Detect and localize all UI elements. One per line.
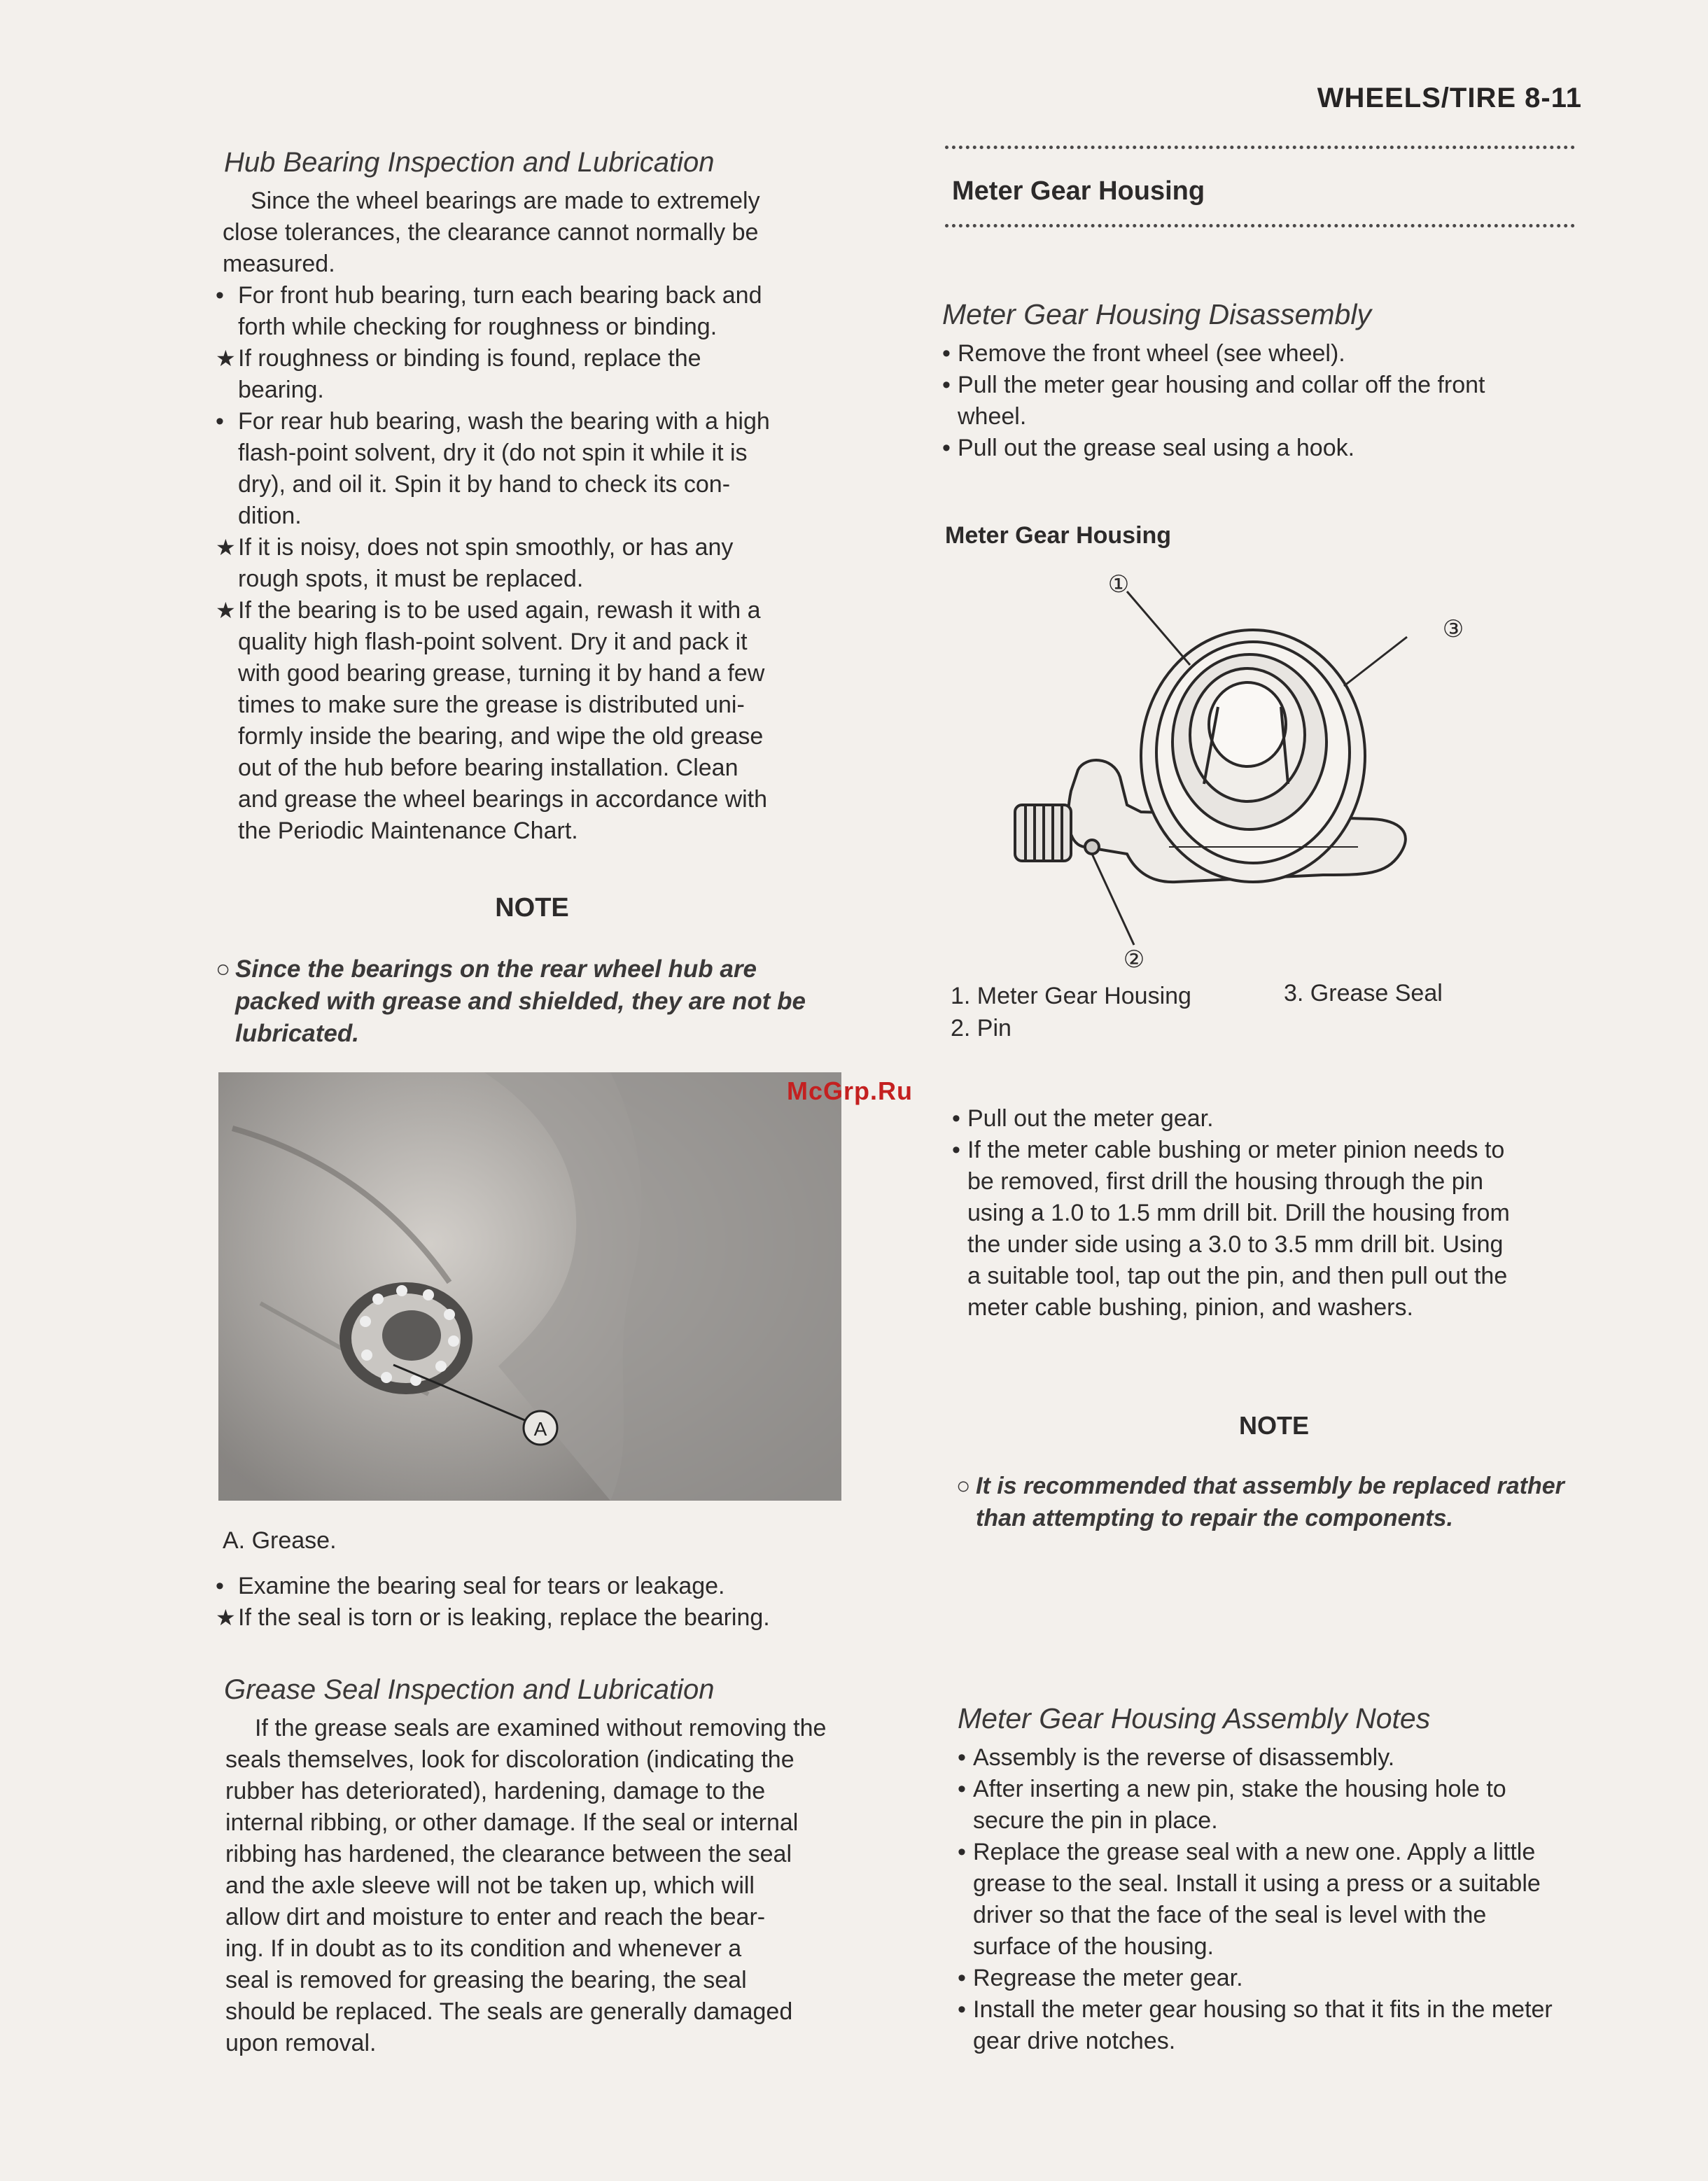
note-block	[216, 953, 860, 1050]
list-item	[958, 1994, 1602, 2057]
disassembly-list	[942, 338, 1593, 464]
list-item	[942, 338, 1593, 370]
list-line: If the seal is torn or is leaking, replace the bearing.	[238, 1604, 770, 1631]
list-item	[210, 406, 854, 532]
grease-paragraph	[225, 1713, 868, 2059]
bearing	[340, 1282, 472, 1394]
list-line: Pull out the meter gear.	[967, 1105, 1214, 1132]
assembly-section	[958, 1702, 1602, 2057]
list-line: If roughness or binding is found, replace the	[238, 345, 701, 372]
dotted-rule-bottom	[945, 224, 1575, 227]
list-line: bearing.	[238, 377, 324, 403]
list-line: surface of the housing.	[973, 1933, 1214, 1960]
photo-callout-label: A	[533, 1418, 547, 1440]
list-line: Install the meter gear housing so that it fits in the meter	[973, 1996, 1553, 2023]
callout-1-icon: ①	[1107, 570, 1130, 598]
list-line: gear drive notches.	[973, 2028, 1176, 2054]
list-item	[210, 532, 854, 595]
list-item	[958, 1774, 1602, 1837]
hub-intro	[223, 185, 854, 280]
list-item	[958, 1742, 1602, 1774]
note-line: lubricated.	[235, 1020, 359, 1047]
paragraph-line: internal ribbing, or other damage. If the seal or internal	[225, 1809, 799, 1836]
list-line: using a 1.0 to 1.5 mm drill bit. Drill the housing from	[967, 1200, 1510, 1226]
paragraph-line: and the axle sleeve will not be taken up, which will	[225, 1872, 755, 1899]
list-line: be removed, first drill the housing through the pin	[967, 1168, 1484, 1195]
bullet-marker: •	[958, 1996, 966, 2023]
paragraph-line: should be replaced. The seals are generally damaged	[225, 1998, 793, 2025]
bullet-marker: •	[958, 1965, 966, 1991]
note-label-right: NOTE	[1238, 1411, 1309, 1440]
bearing-photo	[218, 1072, 841, 1501]
assembly-title: Meter Gear Housing Assembly Notes	[958, 1702, 1431, 1734]
grease-section-title: Grease Seal Inspection and Lubrication	[224, 1674, 715, 1705]
note-line: packed with grease and shielded, they are not be	[235, 988, 806, 1015]
assembly-list	[958, 1742, 1602, 2057]
bullet-marker: •	[958, 1776, 966, 1802]
list-line: Examine the bearing seal for tears or leakage.	[238, 1573, 725, 1599]
bullet-marker: •	[942, 372, 951, 398]
list-line: grease to the seal. Install it using a press or a suitable	[973, 1870, 1541, 1897]
list-line: forth while checking for roughness or binding.	[238, 314, 718, 340]
list-line: quality high flash-point solvent. Dry it and pack it	[238, 629, 748, 655]
list-line: with good bearing grease, turning it by hand a few	[238, 660, 765, 687]
note-label: NOTE	[495, 893, 569, 923]
list-line: Assembly is the reverse of disassembly.	[973, 1744, 1395, 1771]
list-line: times to make sure the grease is distributed uni-	[238, 692, 745, 718]
star-marker: ★	[216, 1605, 236, 1630]
list-item	[210, 280, 854, 343]
list-line: and grease the wheel bearings in accordance with	[238, 786, 768, 813]
grease-section	[210, 1674, 868, 2059]
paragraph-line: ribbing has hardened, the clearance between the seal	[225, 1841, 792, 1867]
hub-list	[210, 280, 854, 847]
disassembly-title: Meter Gear Housing Disassembly	[942, 298, 1371, 330]
box-title: Meter Gear Housing	[952, 176, 1205, 206]
bullet-marker: •	[216, 408, 224, 435]
list-item	[210, 1571, 868, 1602]
list-item	[958, 1963, 1602, 1994]
list-item	[210, 343, 854, 406]
list-item	[942, 370, 1593, 433]
list-line: secure the pin in place.	[973, 1807, 1218, 1834]
list-item	[952, 1103, 1596, 1135]
note-line: It is recommended that assembly be replaced rather	[976, 1473, 1564, 1499]
list-line: For rear hub bearing, wash the bearing with a high	[238, 408, 770, 435]
paragraph-line: rubber has deteriorated), hardening, damage to the	[225, 1778, 766, 1804]
list-line: rough spots, it must be replaced.	[238, 566, 584, 592]
note-line: than attempting to repair the components.	[976, 1505, 1453, 1531]
bullet-marker: •	[958, 1839, 966, 1865]
list-line: For front hub bearing, turn each bearing back and	[238, 282, 762, 309]
list-item	[942, 433, 1593, 464]
bullet-marker: •	[952, 1105, 960, 1132]
paragraph-line: seal is removed for greasing the bearing, the seal	[225, 1967, 747, 1993]
list-line: meter cable bushing, pinion, and washers.	[967, 1294, 1413, 1321]
list-line: Replace the grease seal with a new one. Apply a little	[973, 1839, 1536, 1865]
note-line: Since the bearings on the rear wheel hub are	[235, 955, 757, 983]
figure-caption-2: 2. Pin	[951, 1015, 1011, 1042]
list-item	[210, 595, 854, 847]
paragraph-line: ing. If in doubt as to its condition and whenever a	[225, 1935, 742, 1962]
gear-list	[952, 1103, 1596, 1324]
list-item	[952, 1135, 1596, 1324]
list-line: out of the hub before bearing installation. Clean	[238, 755, 738, 781]
list-line: dry), and oil it. Spin it by hand to check its con-	[238, 471, 731, 498]
figure-caption-3: 3. Grease Seal	[1284, 980, 1443, 1007]
meter-gear-housing-diagram	[994, 567, 1470, 980]
star-marker: ★	[216, 598, 236, 623]
bullet-marker: •	[942, 435, 951, 461]
list-item	[958, 1837, 1602, 1963]
hub-intro-line: measured.	[223, 251, 335, 277]
list-line: driver so that the face of the seal is level with the	[973, 1902, 1487, 1928]
disassembly-section	[942, 298, 1593, 464]
hub-intro-line: close tolerances, the clearance cannot normally be	[223, 219, 759, 246]
list-item	[210, 1602, 868, 1634]
watermark: McGrp.Ru	[787, 1077, 913, 1105]
paragraph-line: upon removal.	[225, 2030, 377, 2056]
list-line: flash-point solvent, dry it (do not spin it while it is	[238, 440, 748, 466]
star-marker: ★	[216, 346, 236, 371]
list-line: a suitable tool, tap out the pin, and then pull out the	[967, 1263, 1508, 1289]
hub-section-title: Hub Bearing Inspection and Lubrication	[224, 147, 715, 178]
list-line: the under side using a 3.0 to 3.5 mm drill bit. Using	[967, 1231, 1504, 1258]
list-line: If the bearing is to be used again, rewash it with a	[238, 597, 761, 624]
figure-caption-1: 1. Meter Gear Housing	[951, 983, 1191, 1009]
bullet-marker: •	[958, 1744, 966, 1771]
star-marker: ★	[216, 535, 236, 560]
list-line: dition.	[238, 503, 302, 529]
page-header: WHEELS/TIRE 8-11	[1317, 83, 1582, 113]
paragraph-line: allow dirt and moisture to enter and reach the bear-	[225, 1904, 766, 1930]
photo-caption: A. Grease.	[223, 1527, 337, 1554]
bullet-marker: •	[952, 1137, 960, 1163]
list-line: Pull the meter gear housing and collar off the front	[958, 372, 1485, 398]
bullet-marker: •	[216, 282, 224, 309]
figure-title: Meter Gear Housing	[945, 522, 1172, 549]
list-line: wheel.	[958, 403, 1027, 430]
dotted-rule-top	[945, 146, 1575, 149]
bearing-photo-drawing	[218, 1072, 841, 1501]
callout-2-icon: ②	[1123, 946, 1145, 974]
list-line: Pull out the grease seal using a hook.	[958, 435, 1355, 461]
list-line: the Periodic Maintenance Chart.	[238, 818, 578, 844]
callout-3-icon: ③	[1442, 615, 1464, 643]
list-line: If it is noisy, does not spin smoothly, or has any	[238, 534, 734, 561]
list-line: Remove the front wheel (see wheel).	[958, 340, 1345, 367]
list-line: If the meter cable bushing or meter pinion needs to	[967, 1137, 1505, 1163]
hub-intro-line: Since the wheel bearings are made to extremely	[251, 188, 760, 214]
list-line: After inserting a new pin, stake the housing hole to	[973, 1776, 1506, 1802]
note-marker: ○	[216, 955, 231, 983]
bullet-marker: •	[942, 340, 951, 367]
paragraph-line: If the grease seals are examined without removing the	[255, 1715, 827, 1741]
note-marker: ○	[956, 1473, 971, 1499]
bullet-marker: •	[216, 1573, 224, 1599]
paragraph-line: seals themselves, look for discoloration (indicating the	[225, 1746, 794, 1773]
seal-list	[210, 1571, 868, 1634]
note-block-right	[956, 1470, 1600, 1534]
list-line: formly inside the bearing, and wipe the old grease	[238, 723, 764, 750]
list-line: Regrease the meter gear.	[973, 1965, 1243, 1991]
left-column	[210, 147, 854, 847]
